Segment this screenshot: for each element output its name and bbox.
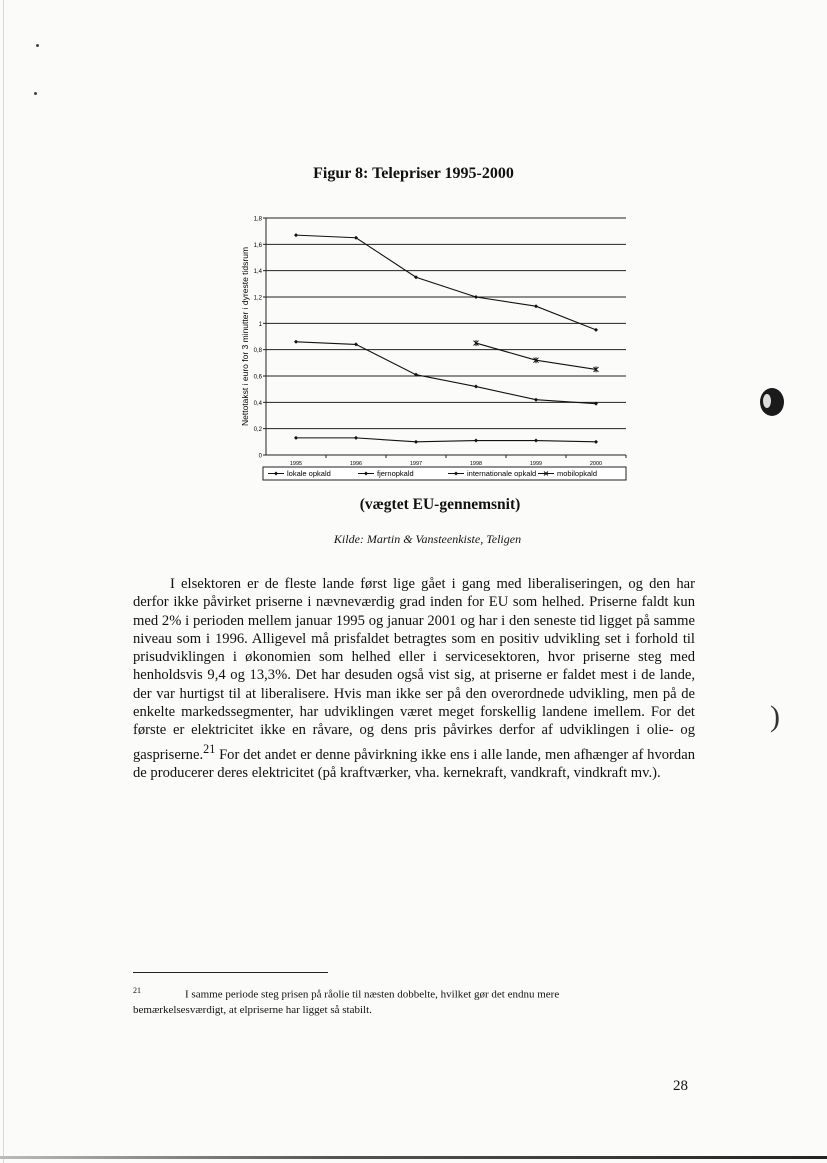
data-point-marker (474, 439, 478, 443)
legend-label: fjernopkald (377, 469, 414, 478)
y-tick-label: 1 (258, 321, 262, 328)
data-point-marker (534, 304, 538, 308)
paragraph-text-continued: For det andet er denne påvirkning ikke ens i alle lande, men afhænger af hvordan de producerer deres elektricitet (på kraftværker, vha. kernekraft, vandkraft, vindkraft mv.). (133, 746, 695, 781)
data-point-marker (474, 295, 478, 299)
paragraph-text: I elsektoren er de fleste lande først lige gået i gang med liberaliseringen, og den har derfor ikke påvirket priserne i nævneværdig grad inden for EU som helhed. Priserne faldt kun med 2% i perioden mellem januar 1995 og januar 2001 og har i den seneste tid ligget på samme niveau som i 1996. Alligevel må prisfaldet betragtes som en positiv udvikling set i forhold til prisudviklingen i økonomien som helhed eller i servicesektoren, hvor priserne steg med henholdsvis 9,4 og 13,3%. Det har desuden også vist sig, at priserne er faldet mest i de lande, der var hurtigst til at liberalisere. Hvis man ikke ser på den overordnede udvikling, men på de enkelte markedssegmenter, har udviklingen været meget forskellig landene imellem. For det første er elektricitet ikke en råvare, og dens pris påvirkes derfor af udviklingen i olie- og gaspriserne. (133, 576, 695, 763)
x-tick-label: 1999 (529, 461, 543, 467)
footnote-number: 21 (133, 986, 141, 995)
punch-hole-mark (760, 388, 784, 416)
y-axis-label: Nettotakst i euro for 3 minutter i dyreste tidsrum (240, 246, 250, 427)
data-point-marker (294, 340, 298, 344)
footnote-reference: 21 (203, 741, 216, 756)
page-number: 28 (673, 1078, 688, 1094)
y-tick-label: 1,8 (253, 216, 262, 223)
y-tick-label: 1,2 (253, 295, 262, 302)
scan-speck (34, 92, 37, 95)
x-tick-label: 1997 (409, 461, 423, 467)
data-point-marker (294, 233, 298, 237)
legend-label: mobilopkald (557, 469, 598, 478)
y-tick-label: 0,6 (253, 374, 262, 381)
data-point-marker (354, 436, 358, 440)
x-tick-label: 2000 (589, 461, 603, 467)
series-line-3 (476, 343, 596, 369)
series-line-2 (296, 235, 596, 330)
data-point-marker (474, 385, 478, 389)
footnote-divider (133, 972, 328, 973)
line-chart (238, 210, 638, 490)
legend-label: lokale opkald (287, 469, 331, 478)
x-tick-label: 1998 (469, 461, 483, 467)
data-point-marker (354, 342, 358, 346)
x-tick-label: 1995 (289, 461, 303, 467)
data-point-marker (414, 440, 418, 444)
y-tick-label: 1,4 (253, 269, 262, 276)
data-point-marker (534, 439, 538, 443)
y-tick-label: 0,4 (253, 400, 262, 407)
body-paragraph (133, 575, 695, 782)
figure-source: Kilde: Martin & Vansteenkiste, Teligen (333, 532, 522, 546)
y-tick-label: 1,6 (253, 242, 262, 249)
data-point-marker (594, 328, 598, 332)
y-tick-label: 0,2 (253, 427, 262, 434)
data-point-marker (534, 398, 538, 402)
y-tick-label: 0 (258, 453, 262, 460)
series-line-0 (296, 438, 596, 442)
legend-label: internationale opkald (467, 469, 537, 478)
scan-speck (36, 44, 39, 47)
x-tick-label: 1996 (349, 461, 363, 467)
y-tick-label: 0,8 (253, 348, 262, 355)
footnote-text: I samme periode steg prisen på råolie til næsten dobbelte, hvilket gør det endnu mere bemærkelsesværdigt, at elpriserne har ligget så stabilt. (133, 988, 560, 1016)
figure-title: Figur 8: Telepriser 1995-2000 (313, 165, 514, 182)
data-point-marker (294, 436, 298, 440)
series-line-1 (296, 342, 596, 404)
scan-edge (0, 1156, 827, 1159)
scan-artifact-mark: ) (770, 700, 780, 733)
data-point-marker (594, 440, 598, 444)
figure-subtitle: (vægtet EU-gennemsnit) (359, 496, 521, 513)
footnote (133, 983, 653, 1018)
